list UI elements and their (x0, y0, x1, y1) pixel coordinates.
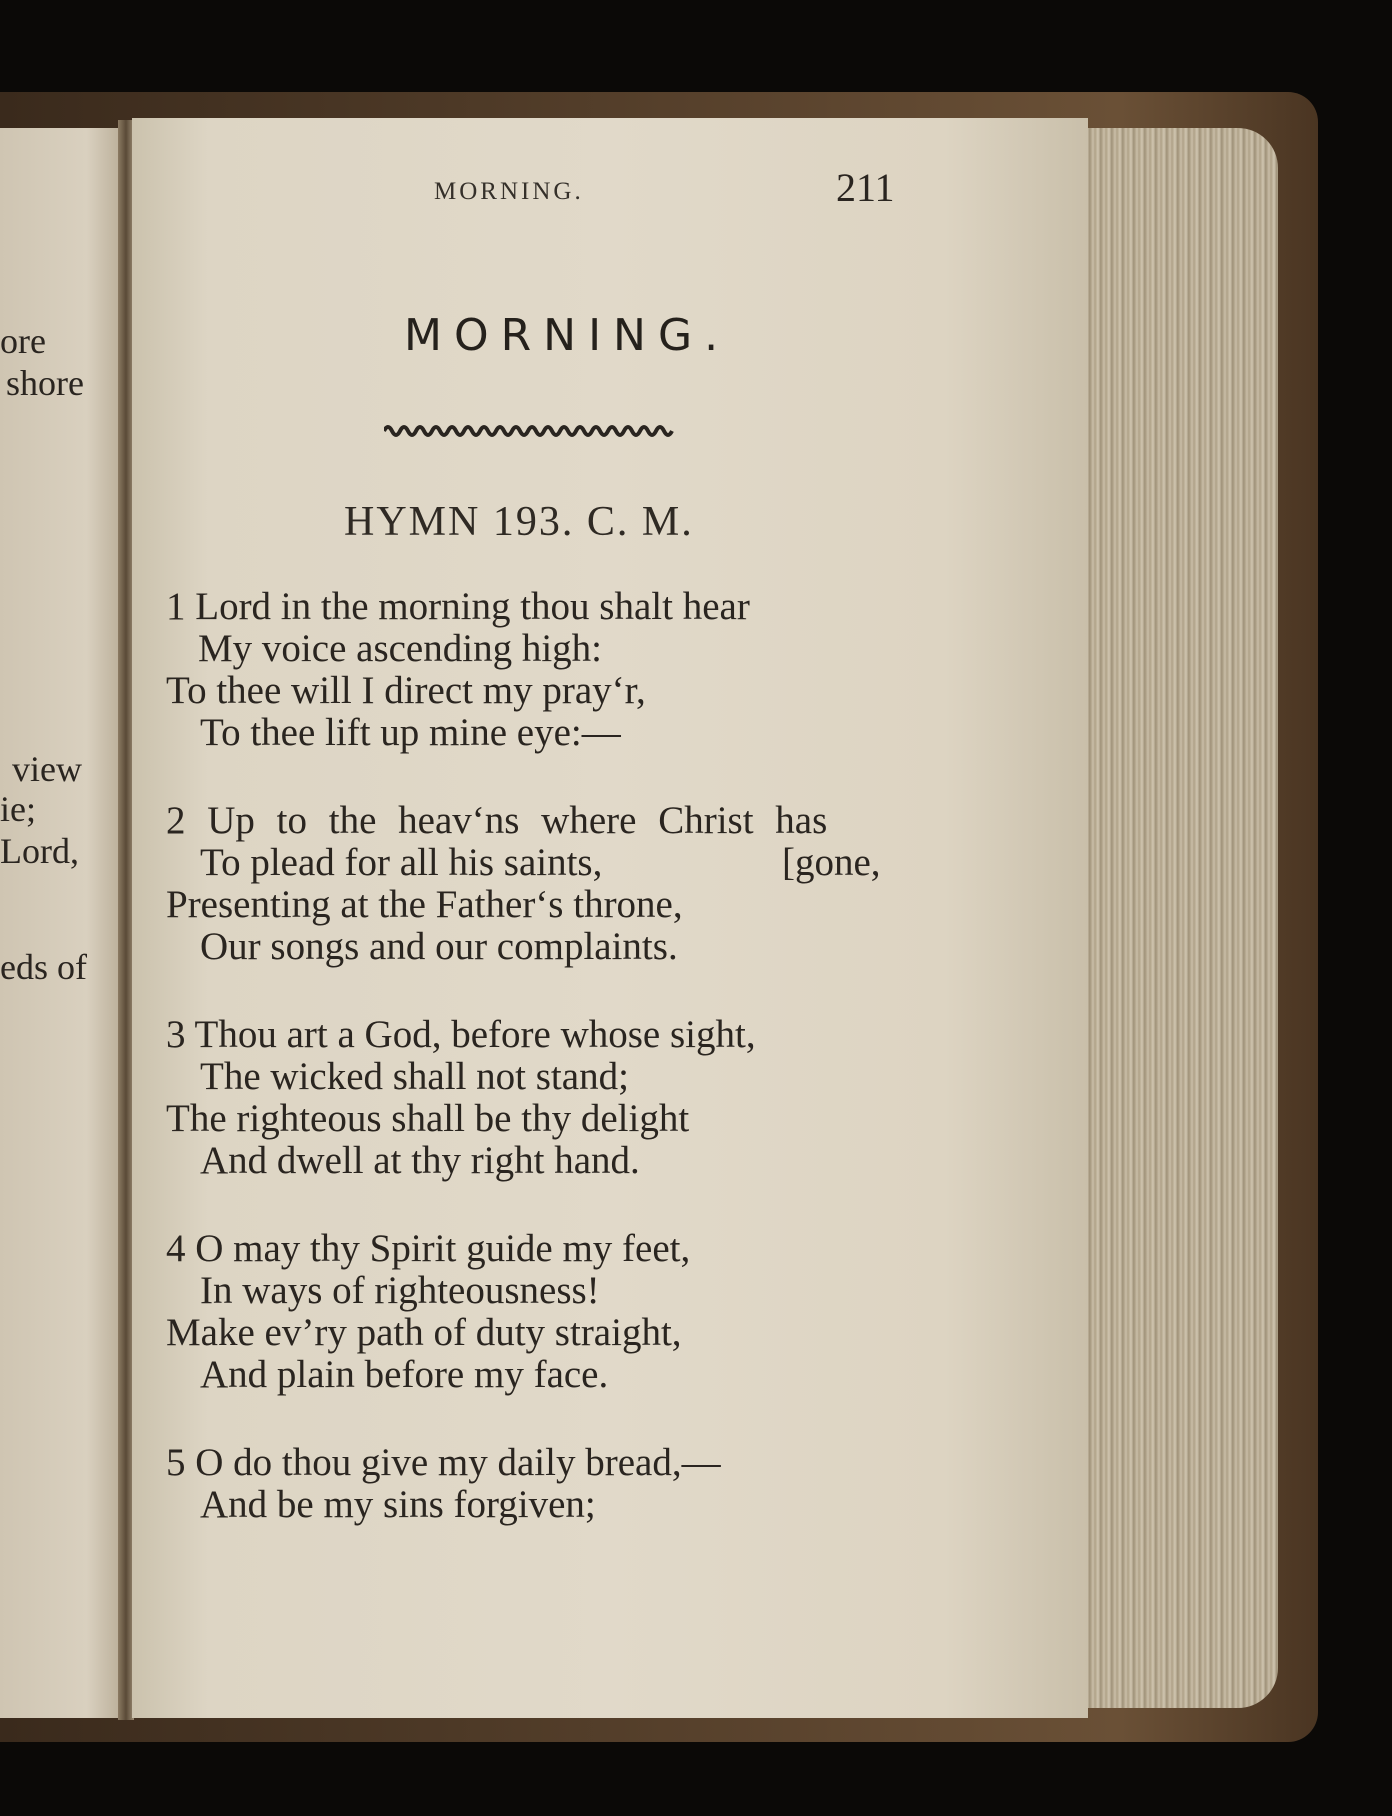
verse-line: 4 O may thy Spirit guide my feet, (166, 1227, 691, 1270)
page-number: 211 (836, 165, 895, 210)
left-page-fragment: ie; (0, 789, 36, 829)
verse-line: Our songs and our complaints. (200, 925, 678, 968)
verse-line: And be my sins forgiven; (200, 1483, 596, 1526)
left-page-fragment: view (12, 749, 82, 789)
verse-line: And dwell at thy right hand. (200, 1139, 640, 1182)
verse-line: My voice ascending high: (198, 627, 602, 670)
verse-line: 5 O do thou give my daily bread,— (166, 1441, 721, 1484)
left-page-fragment: shore (6, 363, 84, 403)
section-title: MORNING. (404, 310, 731, 361)
verse-line: 1 Lord in the morning thou shalt hear (166, 585, 750, 628)
verse-line: 2 Up to the heav‘ns where Christ has (166, 799, 828, 842)
verse-line: To thee will I direct my pray‘r, (166, 669, 646, 712)
left-page-fragment: Lord, (0, 831, 79, 871)
left-page-fragment: ore (0, 321, 46, 361)
verse-line: Make ev’ry path of duty straight, (166, 1311, 682, 1354)
left-page-fragment: eds of (0, 947, 87, 987)
verse-line: Presenting at the Father‘s throne, (166, 883, 683, 926)
verse-line: The wicked shall not stand; (200, 1055, 629, 1098)
verse-line: The righteous shall be thy delight (166, 1097, 690, 1140)
left-page (0, 128, 124, 1718)
hymn-heading: HYMN 193. C. M. (344, 499, 694, 545)
verse-line-turnover: [gone, (782, 841, 881, 884)
running-head: MORNING. (434, 178, 584, 205)
verse-line: To thee lift up mine eye:— (200, 711, 621, 754)
page-edges (1068, 128, 1278, 1708)
verse-line: To plead for all his saints, (200, 841, 603, 884)
wavy-rule-ornament (384, 420, 674, 442)
verse-line: In ways of righteousness! (200, 1269, 600, 1312)
verse-line: 3 Thou art a God, before whose sight, (166, 1013, 756, 1056)
verse-line: And plain before my face. (200, 1353, 609, 1396)
